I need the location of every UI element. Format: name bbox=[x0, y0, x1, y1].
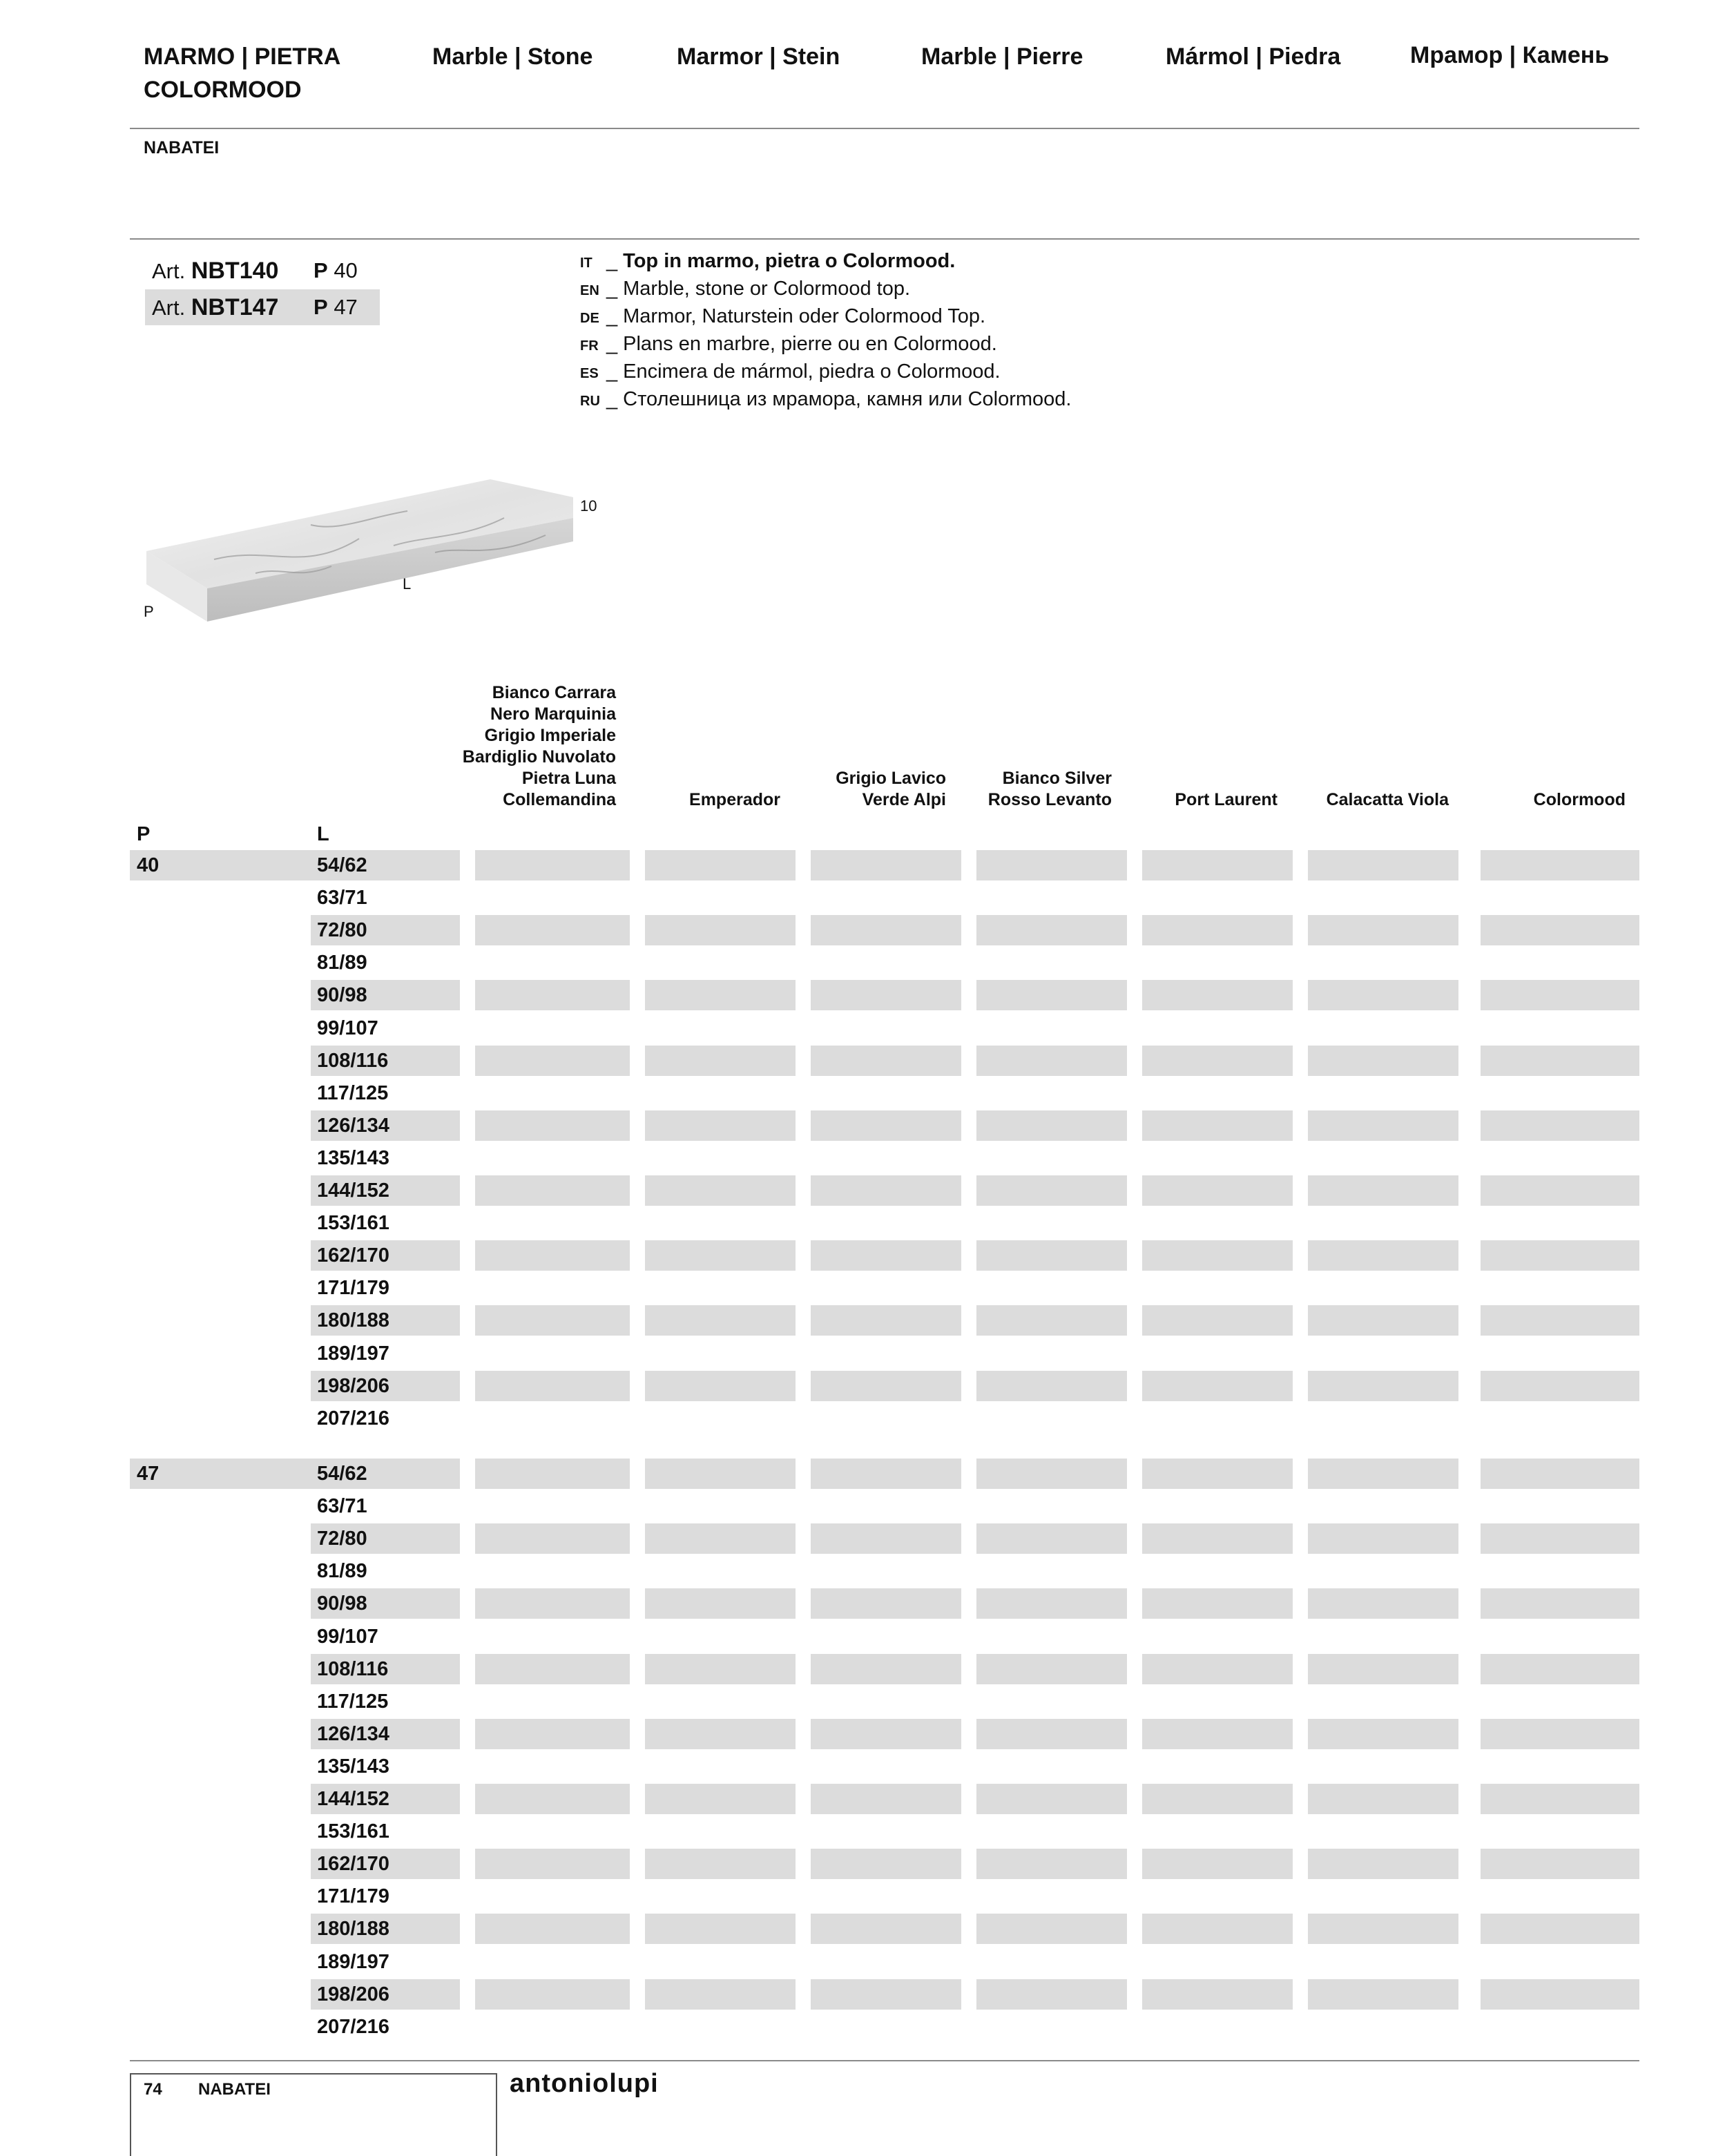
header-divider bbox=[130, 128, 1639, 129]
availability-cell bbox=[1481, 1979, 1639, 2010]
availability-cell bbox=[811, 1588, 961, 1619]
article-code: NBT147 bbox=[191, 294, 279, 320]
availability-cell bbox=[1142, 850, 1293, 880]
length-dimension: L bbox=[403, 575, 412, 593]
availability-cell bbox=[1481, 1914, 1639, 1944]
length-label: 72/80 bbox=[317, 919, 367, 941]
availability-cell bbox=[645, 1523, 796, 1554]
header-title-es: Mármol | Piedra bbox=[1166, 44, 1341, 70]
availability-cell bbox=[645, 1240, 796, 1271]
availability-cell bbox=[1481, 850, 1639, 880]
length-label: 117/125 bbox=[317, 1082, 389, 1104]
availability-cell bbox=[976, 1784, 1127, 1814]
length-label: 180/188 bbox=[317, 1918, 389, 1940]
availability-cell bbox=[976, 1849, 1127, 1879]
availability-cell bbox=[1142, 1914, 1293, 1944]
depth-group-label: 47 bbox=[137, 1463, 160, 1485]
availability-cell bbox=[811, 850, 961, 880]
header-title-fr: Marble | Pierre bbox=[921, 44, 1083, 70]
description-line: EN _ Marble, stone or Colormood top. bbox=[580, 275, 910, 302]
availability-cell bbox=[1481, 1046, 1639, 1076]
availability-cell bbox=[1142, 1523, 1293, 1554]
availability-cell bbox=[1308, 1654, 1458, 1684]
availability-cell bbox=[811, 1784, 961, 1814]
availability-cell bbox=[1308, 915, 1458, 945]
availability-cell bbox=[1142, 1110, 1293, 1141]
article-prefix: Art. bbox=[152, 259, 186, 283]
availability-cell bbox=[1142, 1979, 1293, 2010]
length-label: 144/152 bbox=[317, 1788, 389, 1810]
depth-dimension: P bbox=[144, 603, 154, 620]
availability-cell bbox=[1142, 1849, 1293, 1879]
product-diagram bbox=[131, 470, 628, 635]
length-label: 207/216 bbox=[317, 1407, 389, 1430]
brand-logo: antoniolupi bbox=[510, 2069, 659, 2098]
description-line: FR _ Plans en marbre, pierre ou en Colormood. bbox=[580, 330, 997, 358]
availability-cell bbox=[976, 1719, 1127, 1749]
footer-divider bbox=[130, 2060, 1639, 2061]
availability-cell bbox=[976, 1459, 1127, 1489]
length-label: 54/62 bbox=[317, 1463, 367, 1485]
article-row bbox=[145, 289, 380, 325]
length-label: 63/71 bbox=[317, 1495, 367, 1517]
availability-cell bbox=[1481, 1110, 1639, 1141]
column-header: Grigio Lavico Verde Alpi bbox=[836, 769, 946, 809]
availability-cell bbox=[475, 1371, 630, 1401]
header-title-en: Marble | Stone bbox=[432, 44, 593, 70]
page-number: 74 bbox=[144, 2080, 162, 2099]
availability-cell bbox=[475, 1110, 630, 1141]
availability-cell bbox=[645, 1979, 796, 2010]
length-label: 207/216 bbox=[317, 2016, 389, 2038]
length-label: 90/98 bbox=[317, 1592, 367, 1615]
length-label: 189/197 bbox=[317, 1342, 389, 1365]
availability-cell bbox=[976, 1175, 1127, 1206]
column-header: Calacatta Viola bbox=[1326, 790, 1449, 809]
availability-cell bbox=[976, 1371, 1127, 1401]
section-divider bbox=[130, 238, 1639, 240]
availability-cell bbox=[1308, 1110, 1458, 1141]
length-label: 135/143 bbox=[317, 1755, 389, 1778]
availability-cell bbox=[475, 1784, 630, 1814]
length-label: 108/116 bbox=[317, 1658, 389, 1680]
availability-cell bbox=[976, 980, 1127, 1010]
length-label: 126/134 bbox=[317, 1723, 389, 1745]
availability-cell bbox=[1142, 1719, 1293, 1749]
availability-cell bbox=[1308, 1175, 1458, 1206]
column-header: Emperador bbox=[689, 790, 780, 809]
availability-cell bbox=[1481, 1240, 1639, 1271]
lang-code: IT bbox=[580, 256, 592, 271]
length-label: 171/179 bbox=[317, 1885, 389, 1907]
footer-section: NABATEI bbox=[198, 2080, 271, 2099]
availability-cell bbox=[645, 1849, 796, 1879]
column-header: Port Laurent bbox=[1175, 790, 1278, 809]
description-text: Plans en marbre, pierre ou en Colormood. bbox=[623, 333, 997, 355]
availability-cell bbox=[976, 1914, 1127, 1944]
header-title-it: MARMO | PIETRA COLORMOOD bbox=[144, 44, 341, 103]
availability-cell bbox=[1308, 850, 1458, 880]
length-label: 171/179 bbox=[317, 1277, 389, 1299]
availability-cell bbox=[475, 1305, 630, 1336]
length-label: 162/170 bbox=[317, 1853, 389, 1875]
description-line: ES _ Encimera de mármol, piedra o Colormood. bbox=[580, 358, 1001, 385]
length-label: 144/152 bbox=[317, 1180, 389, 1202]
availability-cell bbox=[645, 1459, 796, 1489]
availability-cell bbox=[1142, 1654, 1293, 1684]
availability-cell bbox=[1308, 1784, 1458, 1814]
availability-cell bbox=[645, 915, 796, 945]
article-row bbox=[145, 253, 380, 289]
article-code: NBT140 bbox=[191, 258, 279, 284]
availability-cell bbox=[1142, 980, 1293, 1010]
availability-cell bbox=[811, 1523, 961, 1554]
availability-cell bbox=[976, 1046, 1127, 1076]
availability-cell bbox=[811, 1459, 961, 1489]
column-header: Colormood bbox=[1533, 790, 1626, 809]
availability-cell bbox=[1481, 1849, 1639, 1879]
availability-cell bbox=[976, 1654, 1127, 1684]
availability-cell bbox=[1481, 1784, 1639, 1814]
description-line: DE _ Marmor, Naturstein oder Colormood Top. bbox=[580, 302, 985, 330]
depth-label: P bbox=[314, 295, 328, 319]
availability-cell bbox=[1308, 1240, 1458, 1271]
availability-cell bbox=[475, 1719, 630, 1749]
length-label: 81/89 bbox=[317, 952, 367, 974]
length-label: 153/161 bbox=[317, 1820, 389, 1842]
availability-cell bbox=[1142, 1588, 1293, 1619]
availability-cell bbox=[1142, 1784, 1293, 1814]
availability-cell bbox=[645, 850, 796, 880]
availability-cell bbox=[976, 850, 1127, 880]
availability-cell bbox=[1142, 915, 1293, 945]
availability-cell bbox=[475, 1459, 630, 1489]
description-text: Marmor, Naturstein oder Colormood Top. bbox=[623, 305, 986, 327]
column-header: Bianco Carrara Nero Marquinia Grigio Imperiale Bardiglio Nuvolato Pietra Luna Collemandina bbox=[462, 683, 616, 809]
depth-label: P bbox=[314, 258, 328, 282]
length-label: 180/188 bbox=[317, 1309, 389, 1331]
availability-cell bbox=[645, 1588, 796, 1619]
availability-cell bbox=[811, 1849, 961, 1879]
availability-cell bbox=[1308, 1305, 1458, 1336]
availability-cell bbox=[1481, 1371, 1639, 1401]
availability-cell bbox=[976, 1240, 1127, 1271]
length-label: 63/71 bbox=[317, 887, 367, 909]
availability-cell bbox=[475, 1588, 630, 1619]
availability-cell bbox=[645, 1914, 796, 1944]
availability-cell bbox=[811, 1175, 961, 1206]
availability-cell bbox=[1142, 1046, 1293, 1076]
availability-cell bbox=[1308, 1914, 1458, 1944]
availability-cell bbox=[811, 1110, 961, 1141]
availability-cell bbox=[1308, 1849, 1458, 1879]
depth-group-label: 40 bbox=[137, 854, 160, 876]
height-dimension: 10 bbox=[580, 497, 597, 514]
lang-code: RU bbox=[580, 394, 600, 409]
length-label: 90/98 bbox=[317, 984, 367, 1006]
description-line: IT _ Top in marmo, pietra o Colormood. bbox=[580, 247, 955, 275]
availability-cell bbox=[1142, 1371, 1293, 1401]
length-label: 198/206 bbox=[317, 1983, 389, 2005]
availability-cell bbox=[645, 1654, 796, 1684]
length-label: 126/134 bbox=[317, 1115, 389, 1137]
availability-cell bbox=[475, 915, 630, 945]
availability-cell bbox=[811, 1305, 961, 1336]
availability-cell bbox=[475, 1046, 630, 1076]
availability-cell bbox=[1308, 1459, 1458, 1489]
description-text: Столешница из мрамора, камня или Colormood. bbox=[623, 388, 1072, 410]
availability-cell bbox=[645, 1305, 796, 1336]
availability-cell bbox=[1308, 1371, 1458, 1401]
availability-cell bbox=[475, 850, 630, 880]
availability-cell bbox=[1481, 1588, 1639, 1619]
length-label: 72/80 bbox=[317, 1528, 367, 1550]
length-label: 108/116 bbox=[317, 1050, 389, 1072]
length-label: 162/170 bbox=[317, 1244, 389, 1267]
availability-cell bbox=[1308, 1523, 1458, 1554]
availability-cell bbox=[645, 980, 796, 1010]
availability-cell bbox=[976, 1305, 1127, 1336]
availability-cell bbox=[1308, 1046, 1458, 1076]
description-line: RU _ Столешница из мрамора, камня или Colormood. bbox=[580, 385, 1071, 413]
availability-cell bbox=[645, 1719, 796, 1749]
description-text: Top in marmo, pietra o Colormood. bbox=[623, 250, 956, 272]
availability-cell bbox=[1308, 1979, 1458, 2010]
length-label: 117/125 bbox=[317, 1691, 389, 1713]
availability-cell bbox=[645, 1371, 796, 1401]
availability-cell bbox=[811, 1719, 961, 1749]
lang-code: EN bbox=[580, 283, 599, 298]
availability-cell bbox=[475, 980, 630, 1010]
availability-cell bbox=[1481, 1654, 1639, 1684]
length-label: 99/107 bbox=[317, 1626, 378, 1648]
lang-code: FR bbox=[580, 338, 599, 354]
availability-cell bbox=[976, 1979, 1127, 2010]
availability-cell bbox=[645, 1175, 796, 1206]
length-label: 135/143 bbox=[317, 1147, 389, 1169]
header-title-de: Marmor | Stein bbox=[677, 44, 840, 70]
article-prefix: Art. bbox=[152, 296, 186, 320]
header-title-ru: Мрамор | Камень bbox=[1410, 42, 1610, 68]
depth-value: 40 bbox=[334, 258, 358, 282]
availability-cell bbox=[1142, 1459, 1293, 1489]
availability-cell bbox=[1308, 1719, 1458, 1749]
availability-cell bbox=[475, 1654, 630, 1684]
availability-cell bbox=[811, 1371, 961, 1401]
availability-cell bbox=[811, 1046, 961, 1076]
availability-cell bbox=[811, 1240, 961, 1271]
availability-cell bbox=[811, 1654, 961, 1684]
description-text: Encimera de mármol, piedra o Colormood. bbox=[623, 360, 1001, 383]
availability-cell bbox=[645, 1046, 796, 1076]
description-text: Marble, stone or Colormood top. bbox=[623, 278, 911, 300]
length-label: 198/206 bbox=[317, 1375, 389, 1397]
availability-cell bbox=[1481, 1719, 1639, 1749]
column-header: Bianco Silver Rosso Levanto bbox=[987, 769, 1112, 809]
availability-cell bbox=[1308, 980, 1458, 1010]
availability-cell bbox=[475, 1914, 630, 1944]
availability-cell bbox=[1481, 1175, 1639, 1206]
availability-cell bbox=[1481, 1459, 1639, 1489]
length-label: 99/107 bbox=[317, 1017, 378, 1039]
availability-cell bbox=[1142, 1175, 1293, 1206]
availability-cell bbox=[976, 915, 1127, 945]
availability-cell bbox=[475, 1979, 630, 2010]
availability-cell bbox=[645, 1110, 796, 1141]
availability-cell bbox=[475, 1523, 630, 1554]
availability-cell bbox=[475, 1240, 630, 1271]
section-title: NABATEI bbox=[144, 138, 220, 157]
availability-cell bbox=[645, 1784, 796, 1814]
lang-code: DE bbox=[580, 311, 599, 326]
availability-cell bbox=[976, 1588, 1127, 1619]
availability-cell bbox=[475, 1849, 630, 1879]
availability-cell bbox=[1481, 980, 1639, 1010]
lang-code: ES bbox=[580, 366, 599, 381]
footer-box bbox=[130, 2073, 497, 2156]
availability-cell bbox=[1308, 1588, 1458, 1619]
length-label: 54/62 bbox=[317, 854, 367, 876]
availability-cell bbox=[1481, 915, 1639, 945]
availability-cell bbox=[811, 1979, 961, 2010]
availability-cell bbox=[1481, 1523, 1639, 1554]
availability-cell bbox=[1481, 1305, 1639, 1336]
length-label: 81/89 bbox=[317, 1560, 367, 1582]
l-column-header: L bbox=[317, 823, 329, 845]
p-column-header: P bbox=[137, 823, 151, 845]
availability-cell bbox=[976, 1523, 1127, 1554]
depth-value: 47 bbox=[334, 295, 358, 319]
availability-cell bbox=[475, 1175, 630, 1206]
availability-cell bbox=[811, 915, 961, 945]
availability-cell bbox=[811, 1914, 961, 1944]
length-label: 153/161 bbox=[317, 1212, 389, 1234]
availability-cell bbox=[811, 980, 961, 1010]
availability-cell bbox=[1142, 1240, 1293, 1271]
availability-cell bbox=[976, 1110, 1127, 1141]
length-label: 189/197 bbox=[317, 1951, 389, 1973]
availability-cell bbox=[1142, 1305, 1293, 1336]
